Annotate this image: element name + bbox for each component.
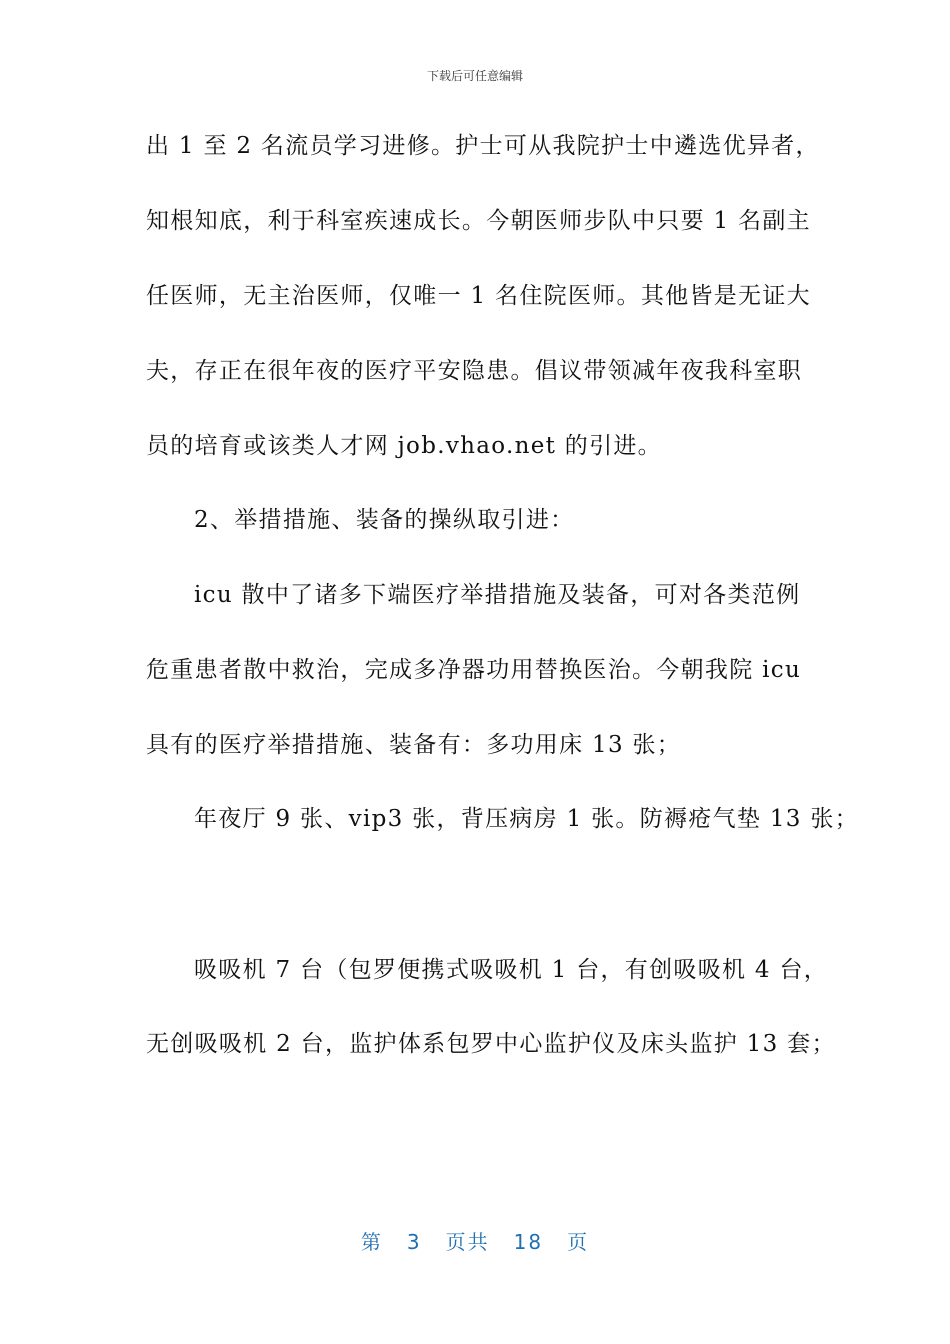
body-line: 知根知底，利于科室疾速成长。今朝医师步队中只要 1 名副主	[146, 208, 811, 234]
body-line: 具有的医疗举措措施、装备有：多功用床 13 张；	[146, 732, 682, 758]
body-line: icu 散中了诸多下端医疗举措措施及装备，可对各类范例	[194, 582, 801, 608]
footer-total-pages: 18	[513, 1230, 544, 1254]
body-line: 夫，存正在很年夜的医疗平安隐患。倡议带领减年夜我科室职	[146, 358, 803, 384]
footer-page-number: 3	[406, 1230, 422, 1254]
body-line: 危重患者散中救治，完成多净器功用替换医治。今朝我院 icu	[146, 657, 802, 683]
footer-prefix: 第	[360, 1230, 383, 1254]
body-line: 吸吸机 7 台（包罗便携式吸吸机 1 台，有创吸吸机 4 台，	[194, 957, 829, 983]
page-footer	[0, 1226, 950, 1255]
body-line: 出 1 至 2 名流员学习进修。护士可从我院护士中遴选优异者，	[146, 133, 820, 159]
footer-middle: 页共	[445, 1230, 490, 1254]
section-heading: 2、举措措施、装备的操纵取引进：	[194, 507, 575, 533]
body-line: 员的培育或该类人才网 job.vhao.net 的引进。	[146, 433, 662, 459]
footer-suffix: 页	[567, 1230, 590, 1254]
body-line: 年夜厅 9 张、vip3 张，背压病房 1 张。防褥疮气垫 13 张；	[194, 806, 859, 832]
body-line: 无创吸吸机 2 台，监护体系包罗中心监护仪及床头监护 13 套；	[146, 1031, 836, 1057]
header-note: 下载后可任意编辑	[426, 69, 523, 83]
body-line: 任医师，无主治医师，仅唯一 1 名住院医师。其他皆是无证大	[146, 283, 811, 309]
